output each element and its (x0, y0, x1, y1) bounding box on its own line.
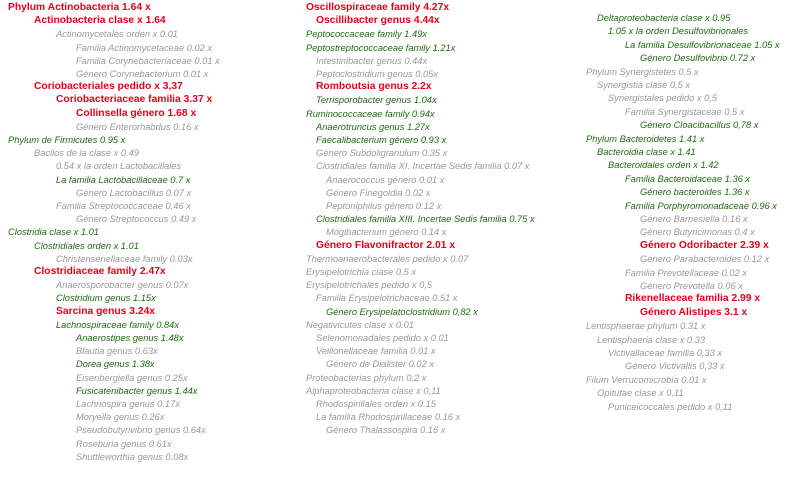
taxon-entry: Opitutae clase x 0,11 (597, 388, 684, 399)
taxon-entry: Negativicutes clase x 0.01 (306, 319, 415, 330)
taxon-entry: Género Victivallis 0,33 x (625, 361, 725, 372)
taxon-entry: Phylum Actinobacteria 1.64 x (8, 2, 151, 13)
taxon-entry: Peptoniphilus género 0.12 x (326, 201, 442, 211)
taxon-entry: Género Thalassospira 0.16 x (326, 425, 446, 436)
taxon-entry: Bacteroidia clase x 1.41 (597, 147, 696, 157)
taxon-entry: Lachnospira genus 0.17x (76, 399, 180, 409)
taxon-entry: Alphaproteobacteria clase x 0,11 (306, 385, 441, 396)
taxon-entry: Terrisporobacter genus 1.04x (316, 95, 437, 106)
taxon-entry: Clostridiales orden x 1.01 (34, 240, 139, 251)
taxon-entry: Erysipelotrichia clase 0,5 x (306, 267, 417, 277)
taxon-entry: Selenomonadales pedido x 0.01 (316, 333, 449, 343)
taxon-entry: Dorea genus 1.38x (76, 359, 155, 370)
taxon-entry: Anaerosporobacter genus 0.07x (56, 280, 189, 291)
taxon-entry: Género Streptococcus 0.49 x (76, 214, 197, 225)
taxon-entry: Actinobacteria clase x 1.64 (34, 15, 166, 27)
taxon-entry: Phylum de Firmicutes 0.95 x (8, 135, 126, 145)
taxon-entry: Género Lactobacillus 0.07 x (76, 187, 192, 198)
taxon-entry: Lachnospiraceae family 0.84x (56, 319, 179, 330)
taxon-entry: Proteobacterias phylum 0.2 x (306, 372, 427, 383)
taxon-entry: Mogibacterium género 0.14 x (326, 227, 447, 238)
taxon-entry: Clostridia clase x 1.01 (8, 227, 99, 238)
taxon-entry: Anaerococcus género 0.01 x (326, 174, 445, 185)
taxon-entry: Bacilos de la clase x 0.49 (34, 148, 139, 159)
taxon-entry: Shuttleworthia genus 0.08x (76, 451, 189, 462)
taxon-entry: Rikenellaceae familia 2.99 x (625, 293, 761, 305)
taxon-entry: Género Prevotella 0.06 x (640, 281, 743, 291)
taxon-entry: Moryella genus 0.26x (76, 412, 165, 423)
taxon-entry: Lentisphaerae phylum 0.31 x (586, 321, 706, 332)
taxon-entry: Actinomycetales orden x 0.01 (56, 29, 178, 40)
taxon-entry: Familia Streptococcaceae 0,46 x (56, 201, 191, 211)
taxon-entry: Collinsella género 1.68 x (76, 107, 197, 119)
taxon-entry: Género Finegoldia 0.02 x (326, 187, 431, 198)
taxon-entry: Familia Synergistaceae 0.5 x (625, 106, 745, 117)
taxon-entry: Familia Porphyromonadaceae 0.96 x (625, 200, 777, 211)
taxon-entry: Fusicatenibacter genus 1.44x (76, 385, 198, 396)
taxon-entry: 1.05 x la orden Desulfovibrionales (608, 26, 749, 37)
taxon-entry: Oscillospiraceae family 4.27x (306, 2, 450, 13)
taxon-entry: Género Enterorhabdus 0.16 x (76, 121, 199, 132)
taxon-entry: Puniceicoccales pedido x 0,11 (608, 401, 733, 412)
taxon-entry: Género Subdoligranulum 0.35 x (316, 148, 448, 159)
taxon-entry: Bacteroidales orden x 1.42 (608, 160, 719, 171)
taxon-entry: Ruminococcaceae family 0.94x (306, 108, 435, 119)
taxon-entry: Clostridium genus 1.15x (56, 293, 156, 304)
taxon-entry: Género Odoribacter 2.39 x (640, 239, 769, 251)
taxon-entry: Roseburia genus 0.61x (76, 438, 172, 449)
taxon-entry: Peptoclostridium genus 0.05x (316, 69, 438, 79)
taxon-entry: Lentisphaeria clase x 0.33 (597, 334, 706, 345)
taxon-entry: Victivallaceae familia 0,33 x (608, 348, 723, 358)
taxon-entry: Oscillibacter genus 4.44x (316, 15, 440, 27)
taxon-entry: Coriobacteriales pedido x 3,37 (34, 81, 183, 93)
taxon-entry: Peptococcaceae family 1.49x (306, 29, 427, 40)
taxon-entry: Sarcina genus 3.24x (56, 305, 156, 317)
taxon-entry: Phylum Synergistetes 0.5 x (586, 66, 699, 77)
taxon-entry: Christensenellaceae family 0.03x (56, 253, 193, 264)
taxon-entry: Eisenbergiella genus 0.25x (76, 372, 188, 383)
taxon-entry: Peptostreptococcaceae family 1.21x (306, 42, 456, 53)
taxon-entry: Romboutsia genus 2.2x (316, 81, 432, 93)
taxon-entry: La familia Desulfovibrionaceae 1.05 x (625, 39, 780, 50)
taxon-entry: Thermoanaerobacterales pedido x 0.07 (306, 253, 469, 264)
taxon-entry: La familia Rhodospirillaceae 0.16 x (316, 412, 461, 423)
taxon-entry: La familia Lactobacillaceae 0.7 x (56, 174, 191, 185)
taxon-entry: Intestinibacter genus 0.44x (316, 55, 428, 66)
taxon-entry: Coriobacteriaceae familia 3.37 x (56, 94, 213, 106)
taxon-entry: Género Erysipelatoclostridium 0,82 x (326, 306, 478, 317)
taxon-entry: Género Corynebacterium 0.01 x (76, 69, 209, 79)
taxon-entry: Anaerotruncus genus 1.27x (316, 121, 430, 132)
taxon-entry: Género bacteroides 1.36 x (640, 187, 750, 198)
taxon-entry: Género Alistipes 3.1 x (640, 306, 748, 318)
taxon-entry: 0.54 x la orden Lactobacillales (56, 161, 182, 172)
taxon-entry: Phylum Bacteroidetes 1.41 x (586, 133, 705, 144)
taxon-entry: Clostridiaceae family 2.47x (34, 266, 166, 277)
taxon-entry: Anaerostipes genus 1.48x (76, 333, 184, 343)
taxon-entry: Synergistales pedido x 0,5 (608, 93, 718, 104)
taxon-entry: Deltaproteobacteria clase x 0.95 (597, 13, 731, 23)
taxon-entry: Filum Verrucomicrobia 0.01 x (586, 374, 707, 385)
taxon-entry: Familia Bacteroidaceae 1.36 x (625, 173, 751, 184)
taxon-entry: Blautia genus 0.63x (76, 346, 158, 357)
taxon-entry: Erysipelotrichales pedido x 0,5 (306, 280, 433, 291)
taxon-entry: Género Parabacteroides 0.12 x (640, 254, 770, 265)
taxon-entry: Clostridiales familia XIII. Incertae Sedis familia 0.75 x (316, 214, 535, 225)
taxon-entry: Clostridiales familia XI. Incertae Sedis familia 0.07 x (316, 161, 530, 172)
taxon-entry: Género Desulfovibrio 0.72 x (640, 53, 756, 64)
taxon-entry: Género Barnesiella 0.16 x (640, 214, 748, 224)
taxon-entry: Familia Actinomycetaceae 0.02 x (76, 42, 213, 53)
taxon-entry: Género Flavonifractor 2.01 x (316, 239, 456, 251)
taxon-entry: Veillonellaceae familia 0.01 x (316, 346, 436, 357)
taxon-entry: Familia Corynebacteriaceae 0.01 x (76, 55, 220, 66)
taxon-entry: Género Butyricimonas 0.4 x (640, 227, 755, 238)
taxon-entry: Género de Dialister 0.02 x (326, 359, 435, 370)
taxon-entry: Faecalibacterium género 0.93 x (316, 135, 447, 145)
taxon-entry: Rhodospirillales orden x 0.15 (316, 399, 436, 409)
taxon-entry: Familia Erysipelotrichaceae 0.51 x (316, 293, 458, 304)
taxon-entry: Género Cloacibacillus 0,78 x (640, 120, 759, 131)
taxon-entry: Familia Prevotellaceae 0.02 x (625, 267, 747, 278)
taxon-entry: Pseudobutyrivibrio genus 0.64x (76, 425, 206, 436)
taxon-entry: Synergistia clase 0,5 x (597, 80, 691, 90)
